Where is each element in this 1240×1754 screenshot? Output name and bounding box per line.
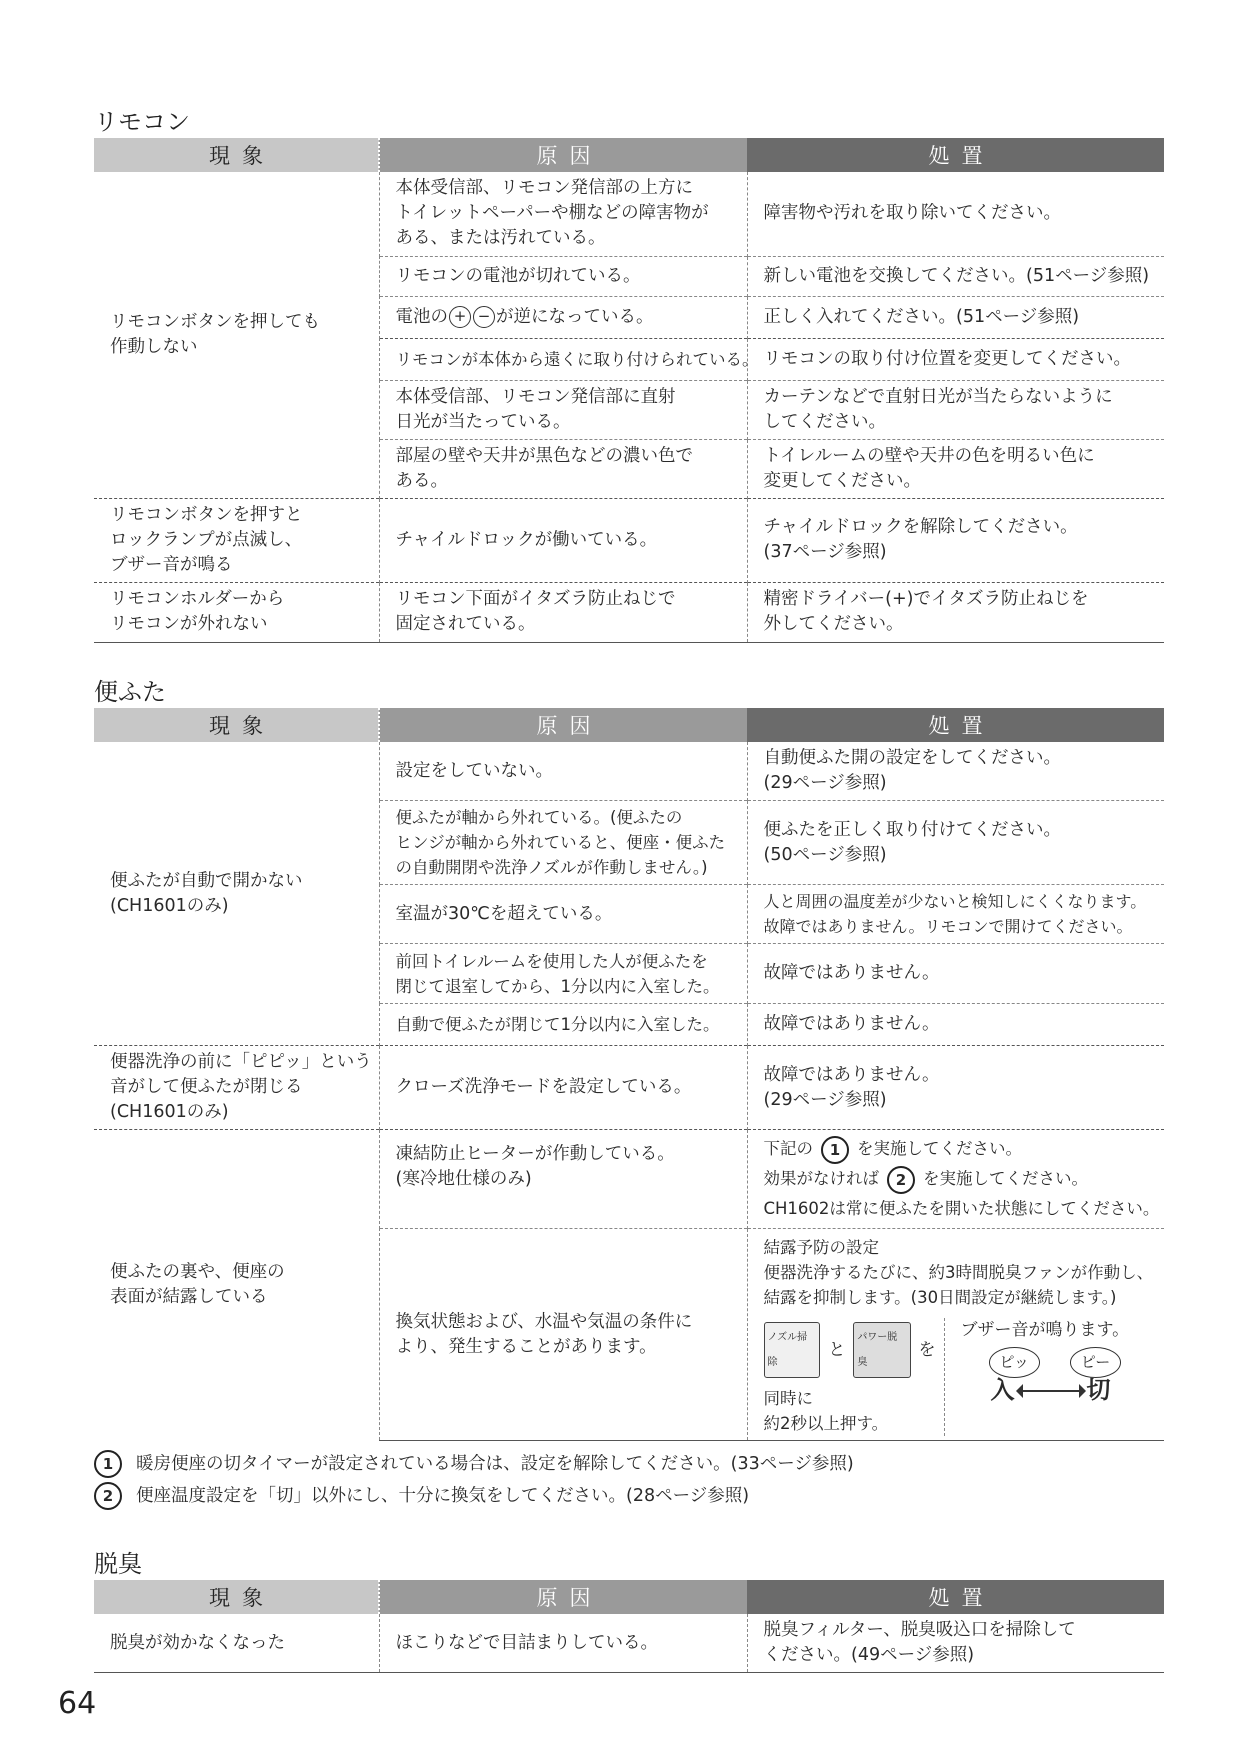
buzzer-text: ブザー音が鳴ります。 <box>960 1320 1130 1340</box>
cause-cell <box>379 944 747 1004</box>
text-line: 結露を抑制します。(30日間設定が継続します。) <box>763 1288 1117 1307</box>
header-cause: 原因 <box>379 138 747 172</box>
text-line: ブザー音が鳴る <box>110 554 233 575</box>
action-text: を実施してください。 <box>923 1169 1088 1188</box>
text-line: 変更してください。 <box>763 470 921 491</box>
action-cell <box>747 885 1164 944</box>
text-line: (29ページ参照) <box>763 1089 887 1110</box>
cause-cell <box>379 742 747 801</box>
footnotes <box>94 1448 854 1512</box>
cause-cell <box>379 582 747 642</box>
header-action: 処置 <box>747 138 1164 172</box>
action-cell <box>747 944 1164 1004</box>
text-line: 便器洗浄するたびに、約3時間脱臭ファンが作動し、 <box>763 1263 1154 1282</box>
nozzle-clean-button-icon: ノズル掃除 <box>764 1322 821 1378</box>
text-line: リモコンの取り付け位置を変更してください。 <box>763 348 1131 369</box>
section-title-remocon: リモコン <box>94 108 190 136</box>
text-line: 新しい電池を交換してください。(51ページ参照) <box>763 265 1150 286</box>
action-text: を実施してください。 <box>857 1139 1022 1158</box>
action-cell <box>747 1614 1164 1673</box>
footnote-2: 2 便座温度設定を「切」以外にし、十分に換気をしてください。(28ページ参照) <box>94 1480 854 1512</box>
action-cell <box>747 801 1164 885</box>
text-line: 換気状態および、水温や気温の条件に <box>395 1311 693 1332</box>
text-line: 結露予防の設定 <box>763 1238 879 1257</box>
remocon-table <box>94 138 1164 643</box>
cause-cell <box>379 296 747 338</box>
cause-cell <box>379 801 747 885</box>
text-line: 自動で便ふたが閉じて1分以内に入室した。 <box>395 1015 720 1034</box>
action-cell <box>747 172 1164 256</box>
cause-text: 電池の <box>395 306 448 327</box>
note-1-icon: 1 <box>821 1136 849 1164</box>
text-line: ください。(49ページ参照) <box>763 1645 975 1665</box>
on-label: 入 <box>990 1376 1015 1404</box>
text-line: 故障ではありません。リモコンで開けてください。 <box>763 917 1133 936</box>
cause-cell <box>379 498 747 582</box>
action-cell <box>747 439 1164 498</box>
cause-cell <box>379 1614 747 1673</box>
minus-icon: − <box>473 306 495 328</box>
cause-cell <box>379 885 747 944</box>
text-line: 表面が結露している <box>110 1287 268 1308</box>
section-title-lid: 便ふた <box>94 678 166 706</box>
action-cell <box>747 256 1164 296</box>
text-line: リモコンボタンを押すと <box>110 504 303 525</box>
cause-cell <box>379 1130 747 1229</box>
text-line: (50ページ参照) <box>763 844 887 865</box>
cause-cell <box>379 338 759 380</box>
text-line: 便ふたを正しく取り付けてください。 <box>763 819 1061 840</box>
action-text: 下記の <box>763 1139 813 1158</box>
text-line: トイレルームの壁や天井の色を明るい色に <box>763 445 1095 466</box>
power-deodor-button-icon: パワー脱臭 <box>853 1322 910 1378</box>
text-line: (29ページ参照) <box>763 773 887 793</box>
cause-text: が逆になっている。 <box>496 306 654 327</box>
text-line: 自動便ふた開の設定をしてください。 <box>763 748 1061 768</box>
text-line: 便ふたの裏や、便座の <box>110 1262 285 1283</box>
text-line: 凍結防止ヒーターが作動している。 <box>395 1144 675 1164</box>
action-cell <box>747 1046 1164 1130</box>
text-line: 人と周囲の温度差が少ないと検知しにくくなります。 <box>763 892 1147 911</box>
lid-table <box>94 708 1164 1441</box>
cause-cell <box>379 172 747 256</box>
text-line: (寒冷地仕様のみ) <box>395 1169 532 1189</box>
action-cell <box>747 498 1164 582</box>
text-line: 脱臭フィルター、脱臭吸込口を掃除して <box>763 1620 1076 1640</box>
text-line: の自動開閉や洗浄ノズルが作動しません。) <box>395 858 708 877</box>
wo-text: を <box>918 1339 936 1360</box>
cause-cell <box>379 380 747 439</box>
header-phenomenon: 現象 <box>94 1580 379 1614</box>
button-instruction <box>764 1318 1165 1436</box>
text-line: チャイルドロックが働いている。 <box>395 529 658 550</box>
action-cell <box>747 1130 1164 1229</box>
text-line: 前回トイレルームを使用した人が便ふたを <box>395 951 708 971</box>
action-cell <box>747 1004 1164 1046</box>
text-line: 故障ではありません。 <box>763 963 940 983</box>
cause-cell <box>379 439 747 498</box>
header-action: 処置 <box>747 1580 1164 1614</box>
plus-icon: + <box>449 306 471 328</box>
text-line: トイレットペーパーや棚などの障害物が <box>395 203 709 224</box>
text-line: 外してください。 <box>763 614 904 634</box>
off-label: 切 <box>1086 1376 1111 1404</box>
text-line: ほこりなどで目詰まりしている。 <box>395 1632 658 1653</box>
text-line: 便ふたが自動で開かない <box>110 870 303 891</box>
text-line: リモコンが外れない <box>110 614 268 634</box>
action-cell <box>747 338 1164 380</box>
note-1-icon: 1 <box>94 1450 122 1478</box>
page-number: 64 <box>58 1686 97 1721</box>
text-line: 部屋の壁や天井が黒色などの濃い色で <box>395 445 693 466</box>
phenomenon-cell <box>94 172 379 498</box>
action-cell <box>747 742 1164 801</box>
phenomenon-cell <box>94 742 379 1046</box>
text-line: リモコンの電池が切れている。 <box>395 265 641 286</box>
text-line: 設定をしていない。 <box>395 760 553 781</box>
action-cell <box>747 296 1164 338</box>
phenomenon-cell <box>94 1046 379 1130</box>
text-line: より、発生することがあります。 <box>395 1336 657 1357</box>
note-2-icon: 2 <box>94 1482 122 1510</box>
text-line: 障害物や汚れを取り除いてください。 <box>763 203 1061 224</box>
header-cause: 原因 <box>379 1580 747 1614</box>
text-line: 便器洗浄の前に「ピピッ」という <box>110 1052 372 1072</box>
text-line: 脱臭が効かなくなった <box>110 1632 285 1653</box>
text-line: リモコン下面がイタズラ防止ねじで <box>395 589 676 609</box>
cause-cell <box>379 1229 747 1441</box>
text-line: 故障ではありません。 <box>763 1014 940 1034</box>
text-line: (CH1601のみ) <box>110 895 229 916</box>
text-line: リモコンホルダーから <box>110 589 285 609</box>
text-line: 固定されている。 <box>395 614 536 634</box>
text-line: 日光が当たっている。 <box>395 411 571 432</box>
section-title-deodor: 脱臭 <box>94 1550 142 1578</box>
text-line: 故障ではありません。 <box>763 1064 940 1085</box>
text-line: 同時に <box>763 1389 813 1408</box>
text-line: 正しく入れてください。(51ページ参照) <box>763 306 1080 327</box>
beep-short-bubble: ピッ <box>989 1347 1040 1378</box>
text-line: ある、または汚れている。 <box>395 228 606 249</box>
footnote-1: 1 暖房便座の切タイマーが設定されている場合は、設定を解除してください。(33ページ参照) <box>94 1448 854 1480</box>
text-line: クローズ洗浄モードを設定している。 <box>395 1077 692 1097</box>
text-line: 作動しない <box>110 336 198 357</box>
text-line: 閉じて退室してから、1分以内に入室した。 <box>395 976 720 996</box>
cause-cell <box>379 256 747 296</box>
phenomenon-cell <box>94 498 379 582</box>
text-line: 約2秒以上押す。 <box>763 1414 889 1433</box>
cause-cell <box>379 1046 747 1130</box>
header-action: 処置 <box>747 708 1164 742</box>
text-line: してください。 <box>763 411 886 432</box>
text-line: リモコンボタンを押しても <box>110 311 320 332</box>
text-line: 本体受信部、リモコン発信部の上方に <box>395 178 693 199</box>
action-text: CH1602は常に便ふたを開いた状態にしてください。 <box>763 1199 1160 1218</box>
double-arrow-icon <box>1021 1390 1081 1392</box>
header-phenomenon: 現象 <box>94 138 379 172</box>
note-2-icon: 2 <box>887 1166 915 1194</box>
text-line: 室温が30℃を超えている。 <box>395 903 613 924</box>
phenomenon-cell <box>94 1614 379 1673</box>
text-line: (CH1601のみ) <box>110 1102 229 1122</box>
text-line: 音がして便ふたが閉じる <box>110 1077 303 1097</box>
action-cell <box>747 1229 1164 1441</box>
text-line: 便ふたが軸から外れている。(便ふたの <box>395 808 683 827</box>
action-cell <box>747 582 1164 642</box>
text-line: リモコンが本体から遠くに取り付けられている。 <box>395 349 759 369</box>
phenomenon-cell <box>94 582 379 642</box>
text-line: 本体受信部、リモコン発信部に直射 <box>395 386 676 407</box>
header-cause: 原因 <box>379 708 747 742</box>
and-text: と <box>828 1339 846 1360</box>
cause-cell <box>379 1004 747 1046</box>
text-line: 精密ドライバー(+)でイタズラ防止ねじを <box>763 589 1089 609</box>
header-phenomenon: 現象 <box>94 708 379 742</box>
action-cell <box>747 380 1164 439</box>
phenomenon-cell <box>94 1130 379 1441</box>
text-line: チャイルドロックを解除してください。 <box>763 517 1078 537</box>
text-line: ロックランプが点滅し、 <box>110 529 303 550</box>
action-text: 効果がなければ <box>763 1169 879 1188</box>
text-line: ある。 <box>395 470 448 491</box>
deodor-table <box>94 1580 1164 1673</box>
text-line: ヒンジが軸から外れていると、便座・便ふた <box>395 833 726 852</box>
beep-long-bubble: ピー <box>1070 1347 1121 1378</box>
text-line: カーテンなどで直射日光が当たらないように <box>763 386 1113 407</box>
text-line: (37ページ参照) <box>763 542 887 562</box>
